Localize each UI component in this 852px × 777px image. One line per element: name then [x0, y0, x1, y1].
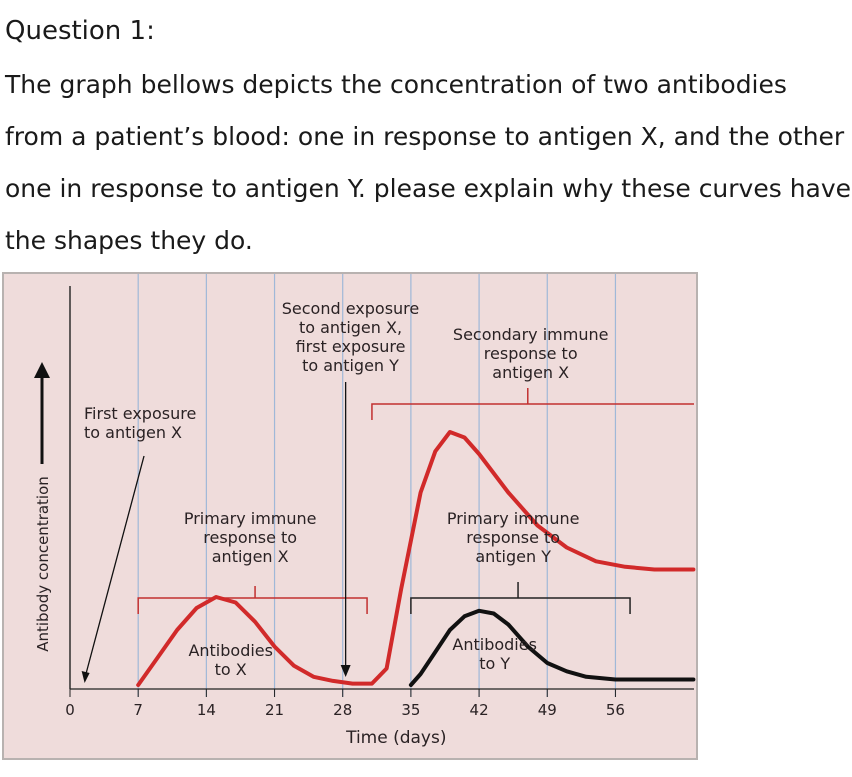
- x-axis-title: Time (days): [346, 728, 447, 748]
- question-line-3: one in response to antigen Y. please explain why these curves have: [5, 174, 852, 203]
- x-tick-label-28: 28: [333, 701, 353, 719]
- second-exposure-label-line-3: first exposure: [295, 337, 406, 356]
- antibodies-x-label-line-2: to X: [214, 660, 247, 679]
- question-line-4: the shapes they do.: [5, 226, 253, 255]
- secondary-x-label-line-1: Secondary immune: [452, 325, 609, 344]
- primary-y-label-line-3: antigen Y: [475, 547, 552, 566]
- primary-x-label-line-2: response to: [203, 528, 298, 547]
- x-tick-label-42: 42: [469, 701, 489, 719]
- antibody-chart: [4, 274, 696, 758]
- primary-y-label-line-2: response to: [466, 528, 561, 547]
- second-exposure-label-line-2: to antigen X,: [298, 318, 403, 337]
- x-tick-label-7: 7: [133, 701, 143, 719]
- primary-x-label-line-1: Primary immune: [183, 509, 317, 528]
- primary-x-label-line-3: antigen X: [211, 547, 289, 566]
- y-axis-title: Antibody concentration: [34, 476, 52, 652]
- x-tick-label-49: 49: [537, 701, 557, 719]
- x-tick-label-56: 56: [605, 701, 625, 719]
- first-exposure-label-line-2: to antigen X: [84, 423, 182, 442]
- x-tick-label-35: 35: [401, 701, 421, 719]
- question-heading: Question 1:: [5, 16, 155, 46]
- question-line-2: from a patient’s blood: one in response to antigen X, and the other: [5, 122, 845, 151]
- x-tick-label-21: 21: [264, 701, 285, 719]
- antibodies-y-label-line-1: Antibodies: [452, 635, 537, 654]
- second-exposure-label-line-4: to antigen Y: [302, 356, 399, 375]
- secondary-x-label-line-3: antigen X: [492, 363, 570, 382]
- second-exposure-label-line-1: Second exposure: [281, 299, 420, 318]
- x-tick-label-0: 0: [65, 701, 75, 719]
- question-line-1: The graph bellows depicts the concentration of two antibodies: [5, 70, 787, 99]
- secondary-x-label-line-2: response to: [483, 344, 578, 363]
- primary-y-label-line-1: Primary immune: [446, 509, 580, 528]
- x-tick-label-14: 14: [196, 701, 216, 719]
- first-exposure-label-line-1: First exposure: [84, 404, 197, 423]
- chart-photo: [2, 272, 698, 760]
- antibodies-y-label-line-2: to Y: [479, 654, 511, 673]
- antibodies-x-label-line-1: Antibodies: [188, 641, 273, 660]
